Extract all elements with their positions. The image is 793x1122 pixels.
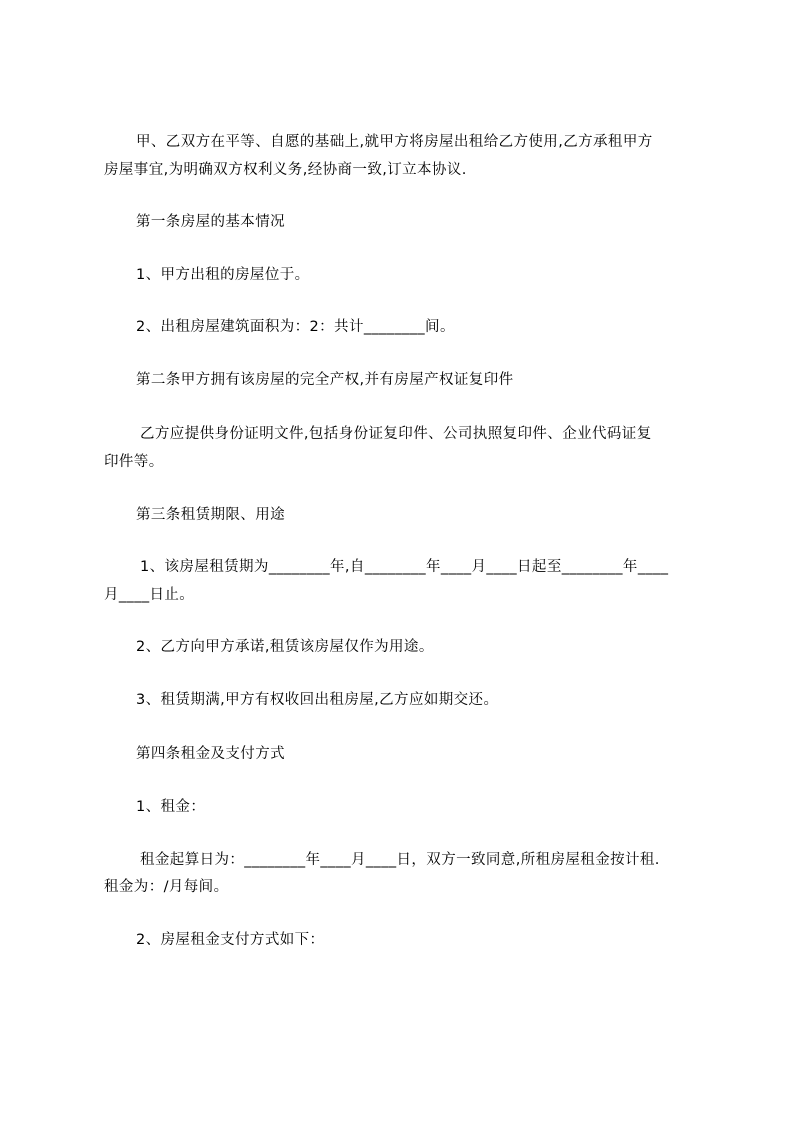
intro-line-1: 甲、乙双方在平等、自愿的基础上,就甲方将房屋出租给乙方使用,乙方承租甲方 — [136, 134, 653, 150]
article-2-heading: 第二条甲方拥有该房屋的完全产权,并有房屋产权证复印件 — [136, 372, 514, 388]
article-1-heading: 第一条房屋的基本情况 — [136, 214, 285, 230]
article-4-paragraph-line-2: 租金为：/月每间。 — [104, 879, 229, 895]
article-2-paragraph-line-2: 印件等。 — [104, 454, 164, 470]
article-3-item-1-line-1: 1、该房屋租赁期为________年,自________年____月____日起至________年____ — [140, 559, 669, 575]
intro-line-2: 房屋事宜,为明确双方权利义务,经协商一致,订立本协议. — [104, 162, 467, 178]
article-4-paragraph-line-1: 租金起算日为：________年____月____日，双方一致同意,所租房屋租金按计租. — [140, 852, 660, 868]
article-3-heading: 第三条租赁期限、用途 — [136, 507, 285, 523]
article-4-item-1: 1、租金： — [136, 799, 206, 815]
article-3-item-2: 2、乙方向甲方承诺,租赁该房屋仅作为用途。 — [136, 639, 434, 655]
article-1-item-1: 1、甲方出租的房屋位于。 — [136, 267, 310, 283]
article-4-item-2: 2、房屋租金支付方式如下： — [136, 932, 325, 948]
article-4-heading: 第四条租金及支付方式 — [136, 746, 285, 762]
article-3-item-3: 3、租赁期满,甲方有权收回出租房屋,乙方应如期交还。 — [136, 692, 499, 708]
article-1-item-2: 2、出租房屋建筑面积为：2：共计________间。 — [136, 319, 455, 335]
article-3-item-1-line-2: 月____日止。 — [104, 587, 195, 603]
article-2-paragraph-line-1: 乙方应提供身份证明文件,包括身份证复印件、公司执照复印件、企业代码证复 — [140, 426, 652, 442]
